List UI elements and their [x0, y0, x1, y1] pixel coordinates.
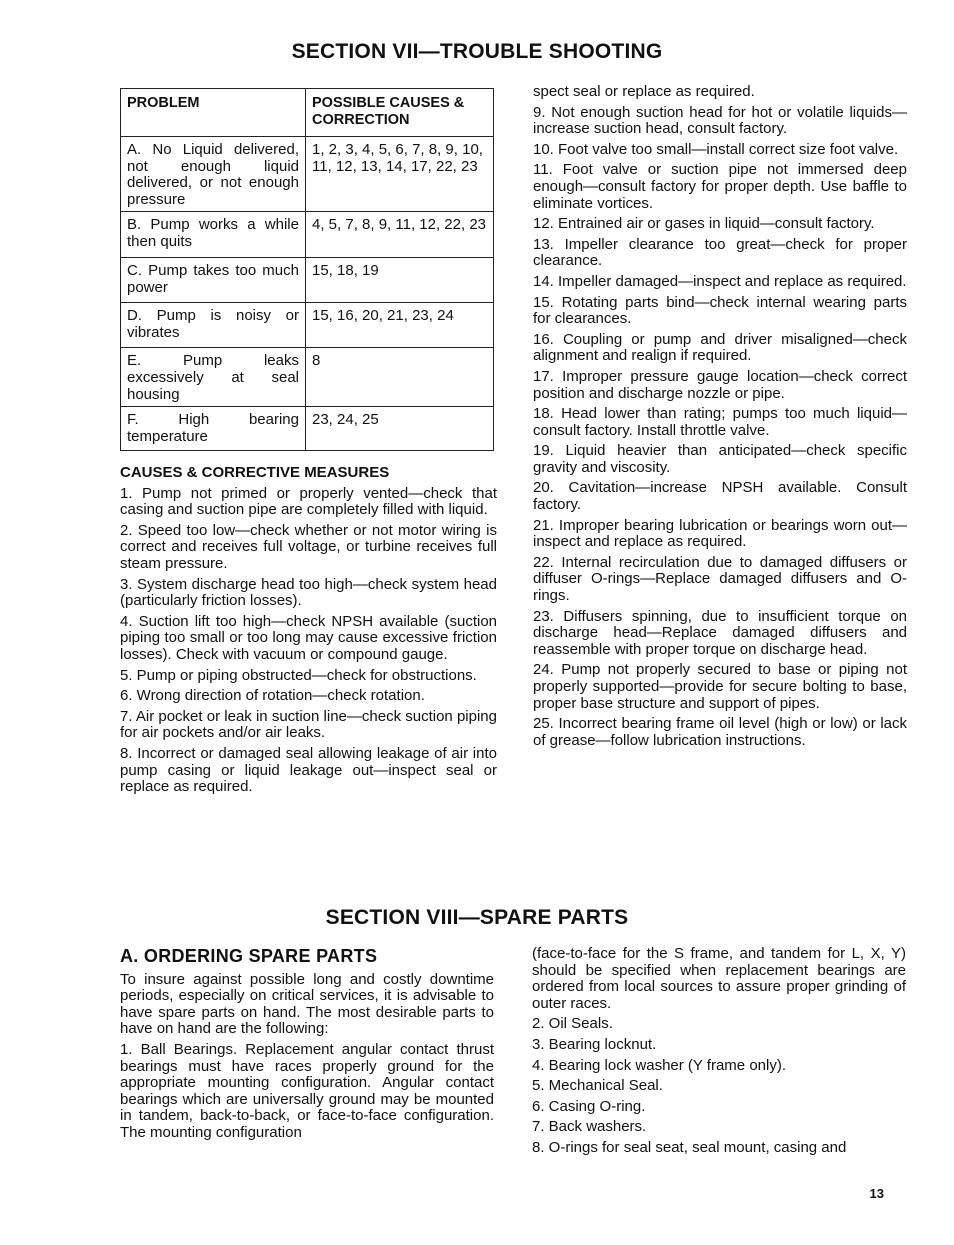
table-row	[121, 407, 494, 451]
spare-part-item: 3. Bearing locknut.	[532, 1035, 657, 1053]
cause-item: 9. Not enough suction head for hot or volatile liquids—increase suction head, consult factory.	[533, 103, 907, 138]
spare-parts-right-column	[532, 946, 906, 1161]
table-row	[121, 303, 494, 348]
cause-item: 18. Head lower than rating; pumps too much liquid—consult factory. Install throttle valve.	[533, 405, 907, 439]
table-row	[121, 348, 494, 407]
problem-cell: B. Pump works a while then quits	[121, 212, 306, 258]
table-row	[121, 137, 494, 212]
cause-item: 16. Coupling or pump and driver misaligned—check alignment and realign if required.	[533, 330, 907, 365]
header-causes: POSSIBLE CAUSES & CORRECTION	[306, 89, 494, 137]
page-number: 13	[869, 1186, 884, 1201]
spare-parts-intro: To insure against possible long and costly downtime periods, especially on critical services, it is advisable to have spare parts on hand. The most desirable parts to have on hand are the following:	[120, 970, 494, 1038]
causes-left-column	[120, 464, 497, 796]
cause-item: 14. Impeller damaged—inspect and replace as required.	[533, 272, 907, 290]
cause-item: 1. Pump not primed or properly vented—check that casing and suction pipe are completely filled with liquid.	[120, 484, 497, 519]
cause-item: 8. Incorrect or damaged seal allowing leakage of air into pump casing or liquid leakage out—inspect seal or replace as required.	[120, 744, 497, 796]
cause-item: 2. Speed too low—check whether or not motor wiring is correct and receives full voltage, or turbine receives full steam pressure.	[120, 521, 497, 572]
problem-cell: A. No Liquid delivered, not enough liquid delivered, or not enough pressure	[121, 137, 306, 212]
cause-item: 15. Rotating parts bind—check internal wearing parts for clearances.	[533, 293, 907, 328]
spare-part-item: 8. O-rings for seal seat, seal mount, casing and	[532, 1138, 847, 1156]
causes-cell: 1, 2, 3, 4, 5, 6, 7, 8, 9, 10, 11, 12, 13, 14, 17, 22, 23	[306, 137, 494, 212]
cause-item: 22. Internal recirculation due to damaged diffusers or diffuser O-rings—Replace damaged diffusers and O-rings.	[533, 553, 907, 605]
cause-item: 21. Improper bearing lubrication or bearings worn out—inspect and replace as required.	[533, 516, 907, 551]
causes-cell: 8	[306, 348, 494, 407]
header-problem: PROBLEM	[121, 89, 306, 137]
trouble-table	[120, 88, 494, 451]
cause-item: 11. Foot valve or suction pipe not immersed deep enough—consult factory for proper depth. Use baffle to eliminate vortices.	[533, 161, 907, 212]
cause-item: 24. Pump not properly secured to base or piping not properly supported—provide for secure bolting to base, proper base structure and support of pipes.	[533, 661, 907, 712]
table-row	[121, 258, 494, 303]
spare-parts-left-column	[120, 948, 494, 1146]
cause-item: 5. Pump or piping obstructed—check for obstructions.	[120, 666, 477, 684]
cause-item: 10. Foot valve too small—install correct size foot valve.	[533, 140, 899, 158]
section-vii-title: SECTION VII—TROUBLE SHOOTING	[291, 40, 663, 63]
cause-item: 7. Air pocket or leak in suction line—check suction piping for air pockets and/or air leaks.	[120, 707, 497, 742]
table-row	[121, 212, 494, 258]
cause-item: 19. Liquid heavier than anticipated—check specific gravity and viscosity.	[533, 442, 907, 476]
section-viii-title: SECTION VIII—SPARE PARTS	[325, 906, 629, 929]
cause-item: 23. Diffusers spinning, due to insufficient torque on discharge head—Replace damaged diffusers and reassemble with proper torque on discharge head.	[533, 607, 907, 658]
spare-part-item: 1. Ball Bearings. Replacement angular contact thrust bearings must have races properly ground for the appropriate mounting configuration. Angular contact bearings which are universally ground may be mounted in tandem, back-to-back, or face-to-face configuration. The mounting configuration	[120, 1040, 494, 1141]
cause-item: 20. Cavitation—increase NPSH available. Consult factory.	[533, 479, 907, 514]
causes-cell: 23, 24, 25	[306, 407, 494, 451]
spare-part-item: 2. Oil Seals.	[532, 1015, 613, 1033]
cause-item: 3. System discharge head too high—check system head (particularly friction losses).	[120, 575, 497, 610]
problem-cell: E. Pump leaks excessively at seal housing	[121, 348, 306, 407]
causes-right-column	[533, 84, 907, 753]
cause-item: 4. Suction lift too high—check NPSH available (suction piping too small or too long may cause excessive friction losses). Check with vacuum or compound gauge.	[120, 612, 497, 663]
spare-part-item: 6. Casing O-ring.	[532, 1097, 646, 1115]
cause-item: 13. Impeller clearance too great—check for proper clearance.	[533, 235, 907, 270]
causes-cell: 15, 16, 20, 21, 23, 24	[306, 303, 494, 348]
table-header-row	[121, 89, 494, 137]
problem-cell: D. Pump is noisy or vibrates	[121, 303, 306, 348]
spare-part-continuation: (face-to-face for the S frame, and tandem for L, X, Y) should be specified when replacement bearings are ordered from local sources to assure proper grinding of outer races.	[532, 945, 906, 1012]
problem-cell: C. Pump takes too much power	[121, 258, 306, 303]
cause-item: 17. Improper pressure gauge location—check correct position and discharge nozzle or pipe.	[533, 367, 907, 402]
cause-continuation: spect seal or replace as required.	[533, 83, 755, 100]
causes-cell: 15, 18, 19	[306, 258, 494, 303]
ordering-spare-parts-heading: A. ORDERING SPARE PARTS	[120, 946, 378, 966]
causes-heading: CAUSES & CORRECTIVE MEASURES	[120, 464, 390, 481]
cause-item: 25. Incorrect bearing frame oil level (high or low) or lack of grease—follow lubrication instructions.	[533, 715, 907, 749]
cause-item: 6. Wrong direction of rotation—check rotation.	[120, 687, 425, 705]
spare-part-item: 5. Mechanical Seal.	[532, 1077, 663, 1095]
causes-cell: 4, 5, 7, 8, 9, 11, 12, 22, 23	[306, 212, 494, 258]
spare-part-item: 7. Back washers.	[532, 1118, 647, 1136]
problem-cell: F. High bearing temperature	[121, 407, 306, 451]
spare-part-item: 4. Bearing lock washer (Y frame only).	[532, 1056, 786, 1074]
cause-item: 12. Entrained air or gases in liquid—consult factory.	[533, 215, 875, 233]
